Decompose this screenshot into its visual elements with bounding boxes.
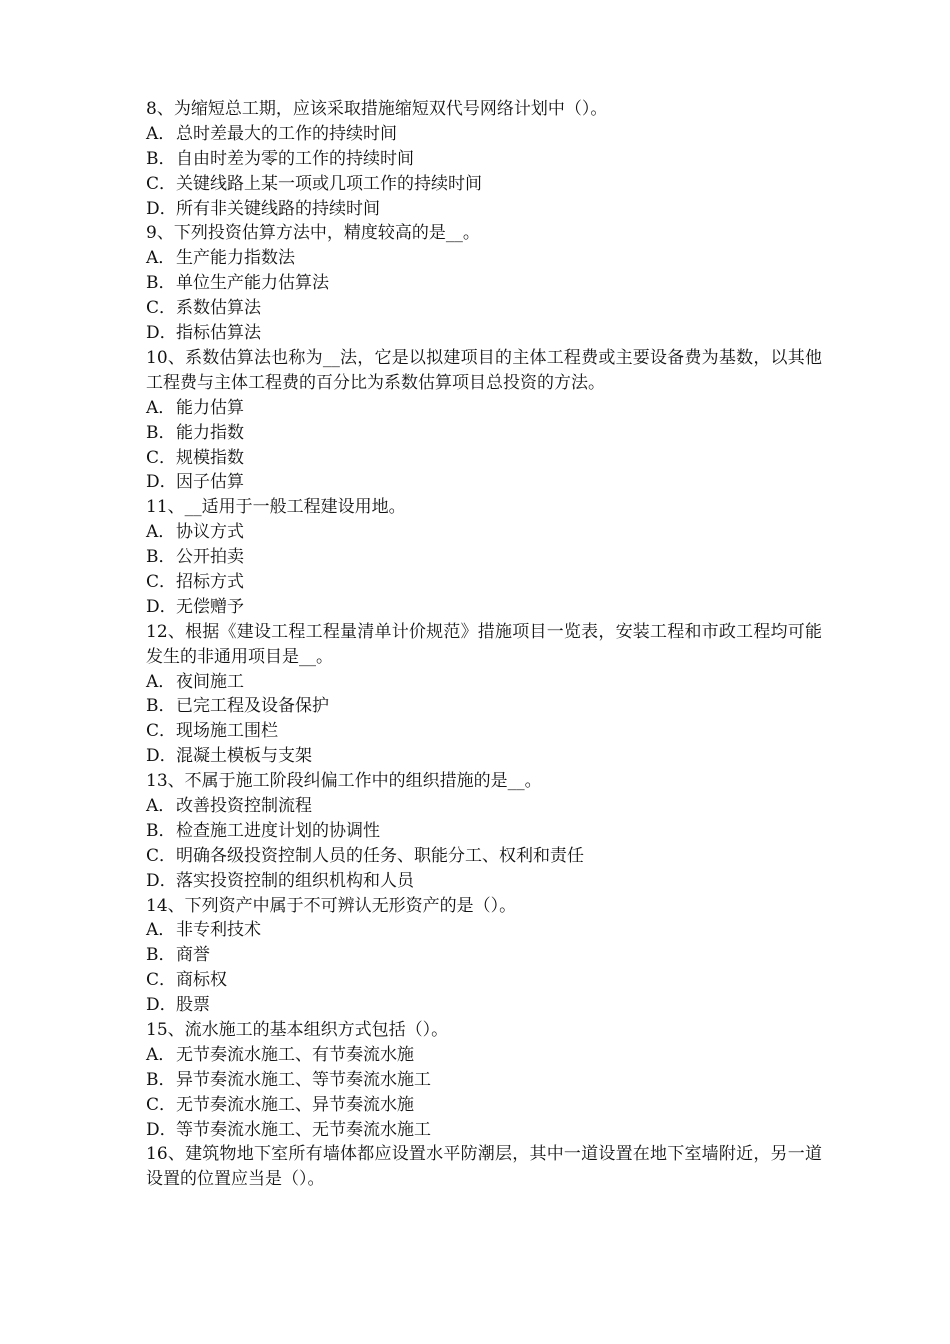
- option-c: [146, 844, 822, 869]
- option-b: [146, 819, 822, 844]
- option-text: 规模指数: [176, 447, 244, 468]
- option-letter: B．: [146, 945, 176, 966]
- question-stem: 11、__适用于一般工程建设用地。: [146, 497, 406, 518]
- option-a: [146, 122, 822, 147]
- question-stem: 13、不属于施工阶段纠偏工作中的组织措施的是__。: [146, 771, 542, 792]
- option-list: [146, 246, 822, 346]
- question-9: [146, 221, 822, 345]
- option-letter: D．: [146, 870, 177, 891]
- option-text: 总时差最大的工作的持续时间: [176, 123, 397, 144]
- option-c: [146, 172, 822, 197]
- option-b: [146, 1068, 822, 1093]
- option-text: 已完工程及设备保护: [176, 696, 329, 717]
- option-text: 明确各级投资控制人员的任务、职能分工、权利和责任: [176, 845, 584, 866]
- question-stem: 9、下列投资估算方法中，精度较高的是__。: [146, 223, 480, 244]
- option-a: [146, 794, 822, 819]
- option-text: 所有非关键线路的持续时间: [176, 198, 380, 219]
- question-stem: 10、系数估算法也称为__法，它是以拟建项目的主体工程费或主要设备费为基数，以其他工程费与主体工程费的百分比为系数估算项目总投资的方法。: [146, 347, 822, 393]
- option-letter: A．: [146, 920, 176, 941]
- option-letter: D．: [146, 198, 177, 219]
- option-d: [146, 744, 822, 769]
- option-a: [146, 520, 822, 545]
- question-stem: 15、流水施工的基本组织方式包括（）。: [146, 1020, 449, 1041]
- option-text: 等节奏流水施工、无节奏流水施工: [176, 1119, 431, 1140]
- option-letter: A．: [146, 671, 176, 692]
- option-text: 无节奏流水施工、有节奏流水施: [176, 1044, 414, 1065]
- option-d: [146, 197, 822, 222]
- option-d: [146, 321, 822, 346]
- option-letter: D．: [146, 472, 177, 493]
- option-letter: B．: [146, 696, 176, 717]
- option-list: [146, 122, 822, 222]
- option-a: [146, 246, 822, 271]
- option-b: [146, 421, 822, 446]
- option-letter: A．: [146, 123, 176, 144]
- option-b: [146, 545, 822, 570]
- option-d: [146, 869, 822, 894]
- option-b: [146, 694, 822, 719]
- option-letter: C．: [146, 571, 177, 592]
- option-c: [146, 570, 822, 595]
- option-letter: A．: [146, 248, 176, 269]
- option-text: 招标方式: [176, 571, 244, 592]
- option-letter: D．: [146, 1119, 177, 1140]
- option-a: [146, 396, 822, 421]
- question-stem: 12、根据《建设工程工程量清单计价规范》措施项目一览表，安装工程和市政工程均可能发生的非通用项目是__。: [146, 621, 822, 667]
- option-text: 关键线路上某一项或几项工作的持续时间: [176, 173, 482, 194]
- option-a: [146, 670, 822, 695]
- question-16: [146, 1142, 822, 1192]
- document-page: [146, 97, 822, 1192]
- option-letter: B．: [146, 820, 176, 841]
- option-text: 生产能力指数法: [176, 248, 295, 269]
- question-11: [146, 495, 822, 619]
- option-letter: A．: [146, 796, 176, 816]
- question-stem: 16、建筑物地下室所有墙体都应设置水平防潮层，其中一道设置在地下室墙附近，另一道设置的位置应当是（）。: [146, 1144, 822, 1190]
- option-letter: B．: [146, 273, 176, 294]
- option-letter: C．: [146, 173, 177, 194]
- option-list: [146, 396, 822, 496]
- question-14: [146, 894, 822, 1018]
- option-text: 指标估算法: [176, 323, 261, 344]
- question-12: [146, 620, 822, 769]
- option-list: [146, 1043, 822, 1143]
- option-letter: B．: [146, 148, 176, 169]
- option-c: [146, 1093, 822, 1118]
- option-d: [146, 1118, 822, 1143]
- option-list: [146, 520, 822, 620]
- option-list: [146, 794, 822, 894]
- option-text: 能力指数: [176, 422, 244, 443]
- question-stem: 8、为缩短总工期，应该采取措施缩短双代号网络计划中（）。: [146, 99, 608, 119]
- option-text: 自由时差为零的工作的持续时间: [176, 148, 414, 169]
- option-text: 改善投资控制流程: [176, 796, 312, 816]
- option-text: 公开拍卖: [176, 547, 244, 568]
- option-text: 夜间施工: [176, 671, 244, 692]
- option-d: [146, 470, 822, 495]
- option-a: [146, 1043, 822, 1068]
- question-10: [146, 346, 822, 495]
- option-text: 能力估算: [176, 397, 244, 418]
- option-letter: C．: [146, 298, 177, 319]
- option-text: 商誉: [176, 945, 210, 966]
- option-text: 因子估算: [176, 472, 244, 493]
- option-text: 现场施工围栏: [176, 721, 278, 742]
- option-b: [146, 271, 822, 296]
- option-list: [146, 918, 822, 1018]
- option-b: [146, 147, 822, 172]
- option-letter: A．: [146, 1044, 176, 1065]
- option-d: [146, 993, 822, 1018]
- option-c: [146, 968, 822, 993]
- option-letter: D．: [146, 995, 177, 1016]
- option-d: [146, 595, 822, 620]
- option-letter: C．: [146, 845, 177, 866]
- option-text: 无偿赠予: [176, 596, 244, 617]
- option-text: 股票: [176, 995, 210, 1016]
- option-text: 异节奏流水施工、等节奏流水施工: [176, 1069, 431, 1090]
- option-letter: A．: [146, 397, 176, 418]
- option-letter: B．: [146, 1069, 176, 1090]
- option-letter: A．: [146, 522, 176, 543]
- option-a: [146, 918, 822, 943]
- option-letter: D．: [146, 746, 177, 767]
- option-text: 非专利技术: [176, 920, 261, 941]
- option-letter: C．: [146, 1094, 177, 1115]
- option-letter: D．: [146, 596, 177, 617]
- option-c: [146, 719, 822, 744]
- option-letter: B．: [146, 422, 176, 443]
- option-letter: C．: [146, 447, 177, 468]
- option-text: 检查施工进度计划的协调性: [176, 820, 380, 841]
- question-stem: 14、下列资产中属于不可辨认无形资产的是（）。: [146, 895, 517, 916]
- option-text: 落实投资控制的组织机构和人员: [176, 870, 414, 891]
- option-letter: C．: [146, 970, 177, 991]
- option-text: 单位生产能力估算法: [176, 273, 329, 294]
- question-15: [146, 1018, 822, 1142]
- option-text: 系数估算法: [176, 298, 261, 319]
- question-13: [146, 769, 822, 893]
- option-text: 协议方式: [176, 522, 244, 543]
- option-letter: B．: [146, 547, 176, 568]
- option-list: [146, 670, 822, 770]
- option-text: 混凝土模板与支架: [176, 746, 312, 767]
- option-c: [146, 446, 822, 471]
- question-8: [146, 97, 822, 221]
- option-c: [146, 296, 822, 321]
- option-letter: D．: [146, 323, 177, 344]
- option-text: 商标权: [176, 970, 227, 991]
- option-b: [146, 943, 822, 968]
- option-letter: C．: [146, 721, 177, 742]
- option-text: 无节奏流水施工、异节奏流水施: [176, 1094, 414, 1115]
